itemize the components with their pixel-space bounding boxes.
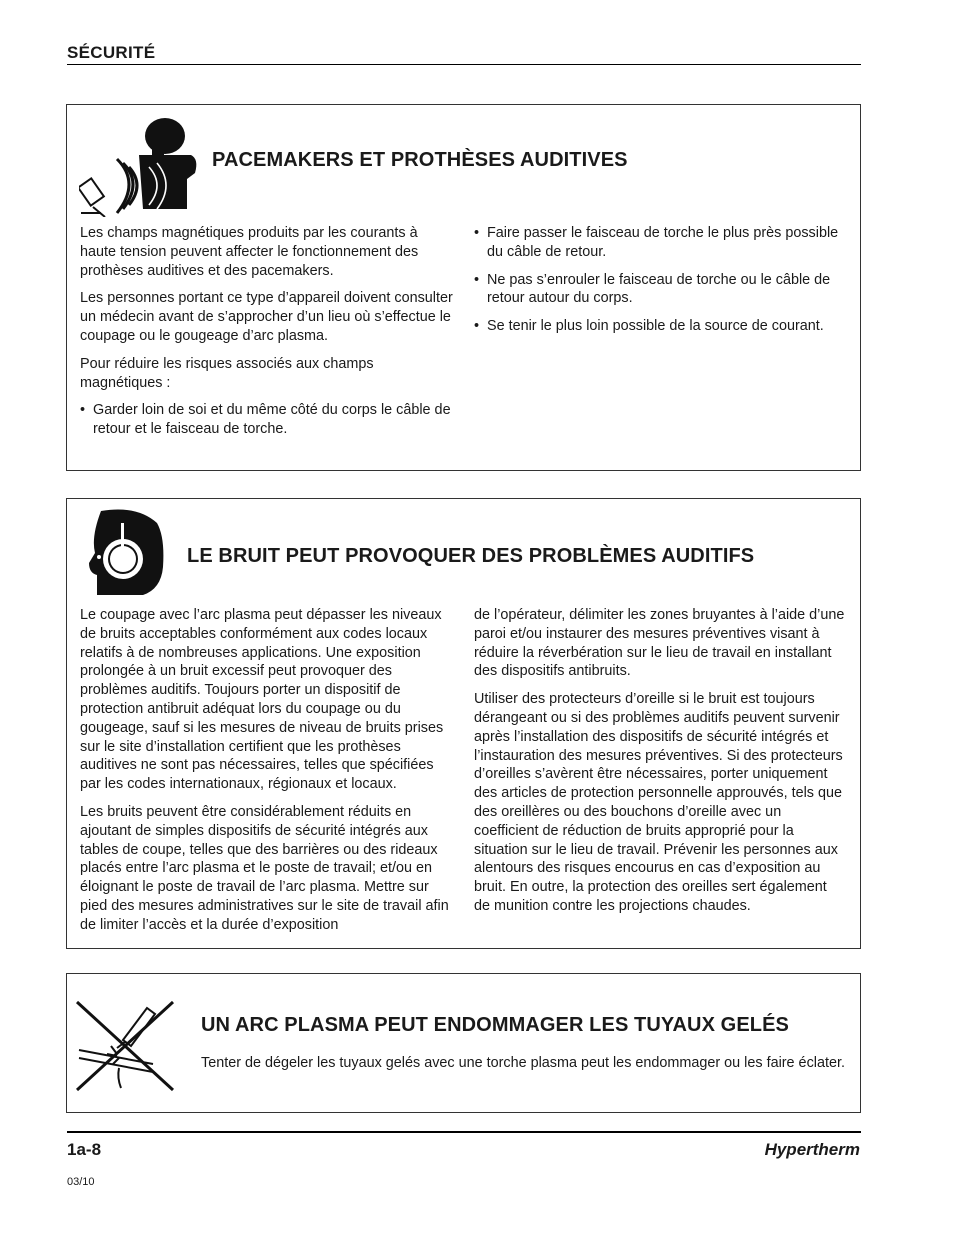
section1-right-column	[474, 224, 849, 345]
paragraph: de l’opérateur, délimiter les zones bruyantes à l’aide d’une paroi et/ou instaurer des mesures préventives visant à réduire la réverbération sur le lieu de travail en installant des dispositifs antibruits.	[474, 607, 845, 680]
paragraph: Pour réduire les risques associés aux champs magnétiques :	[80, 355, 374, 391]
ear-protection-icon	[87, 507, 167, 599]
list-item: • Garder loin de soi et du même côté du corps le câble de retour et le faisceau de torche.	[80, 401, 455, 439]
page-header-title: SÉCURITÉ	[67, 43, 156, 62]
bullet-list	[80, 401, 455, 439]
page-number: 1a-8	[67, 1140, 102, 1159]
list-item: • Ne pas s’enrouler le faisceau de torche ou le câble de retour autour du corps.	[474, 271, 849, 309]
section3-text: Tenter de dégeler les tuyaux gelés avec une torche plasma peut les endommager ou les faire éclater.	[201, 1055, 845, 1071]
section2-right-column	[474, 606, 846, 925]
header-divider	[67, 64, 861, 65]
section-title: LE BRUIT PEUT PROVOQUER DES PROBLÈMES AUDITIFS	[187, 545, 755, 567]
section1-left-column	[80, 224, 455, 448]
section-title: UN ARC PLASMA PEUT ENDOMMAGER LES TUYAUX GELÉS	[201, 1014, 789, 1036]
section2-left-column	[80, 606, 458, 944]
paragraph: Les champs magnétiques produits par les courants à haute tension peuvent affecter le fonctionnement des prothèses auditives et des pacemakers.	[80, 225, 419, 279]
frozen-pipes-warning-box	[66, 973, 861, 1113]
paragraph: Les bruits peuvent être considérablement réduits en ajoutant de simples dispositifs de sécurité intégrés aux tables de coupe, telles que des barrières ou des rideaux placés entre l’arc plasma et le poste de travail; et/ou en éloignant le poste de travail de l’arc plasma. Mettre sur pied des mesures administratives sur le site de travail afin de limiter l’accès et la durée d’exposition	[80, 803, 449, 933]
section-title: PACEMAKERS ET PROTHÈSES AUDITIVES	[212, 149, 628, 171]
no-thawing-pipes-icon	[73, 998, 177, 1094]
revision-date: 03/10	[67, 1176, 95, 1188]
brand-name: Hypertherm	[764, 1140, 860, 1159]
list-item: • Se tenir le plus loin possible de la source de courant.	[474, 317, 849, 336]
paragraph: Utiliser des protecteurs d’oreille si le bruit est toujours dérangeant ou si des problèmes auditifs peuvent survenir après l’installation des dispositifs de sécurité intégrés et l’instauration des mesures préventives. Si des protecteurs d’oreilles s’avèrent être nécessaires, porter uniquement des articles de protection personnelle approuvés, tels que des oreillères ou des bouchons d’oreille avec un coefficient de réduction de bruits approprié pour la situation sur le lieu de travail. Prévenir les personnes aux alentours des risques encourus en cas d’exposition au bruit. En outre, la protection des oreilles sert également de munition contre les projections chaudes.	[474, 691, 843, 914]
footer-divider	[67, 1131, 861, 1133]
list-item: • Faire passer le faisceau de torche le plus près possible du câble de retour.	[474, 224, 849, 262]
paragraph: Le coupage avec l’arc plasma peut dépasser les niveaux de bruits acceptables conformément aux codes locaux relatifs à de nombreuses applications. Une exposition prolongée à un bruit excessif peut provoquer des problèmes auditifs. Toujours porter un dispositif de protection antibruit adéquat lors du coupage ou du gougeage, sauf si les mesures de niveau de bruits prises sur le site d’installation certifient que les prothèses auditives ne sont pas nécessaires, telles que spécifiées par les codes internationaux, régionaux et locaux.	[80, 607, 444, 793]
paragraph: Les personnes portant ce type d’appareil doivent consulter un médecin avant de s’approcher d’un lieu où s’effectue le coupage ou le gougeage d’arc plasma.	[80, 290, 453, 344]
pacemaker-warning-box	[66, 104, 861, 471]
noise-warning-box	[66, 498, 861, 949]
bullet-list	[474, 224, 849, 336]
person-magnetic-field-icon	[79, 113, 199, 217]
